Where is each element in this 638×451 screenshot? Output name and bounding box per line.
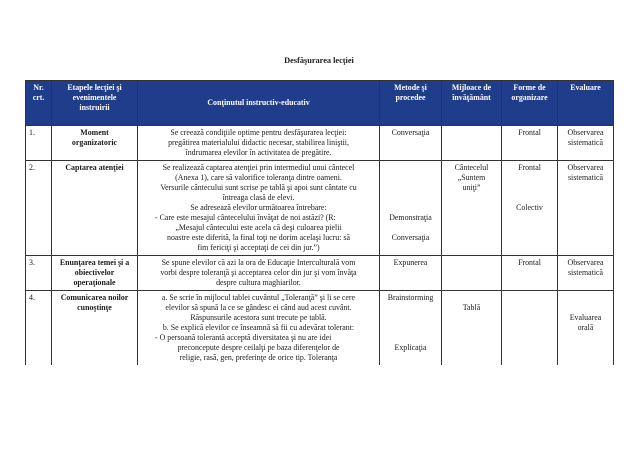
- row-number: 4.: [26, 291, 52, 366]
- row-methods: Conversaţia: [380, 126, 442, 161]
- row-stage: Comunicarea noilor cunoştinţe: [52, 291, 138, 366]
- row-number: 2.: [26, 161, 52, 256]
- table-header-row: [26, 81, 614, 126]
- row-organization: Frontal: [502, 256, 558, 291]
- row-resources: [442, 126, 502, 161]
- table-row: [26, 256, 614, 291]
- row-organization: [502, 291, 558, 366]
- row-stage: Captarea atenţiei: [52, 161, 138, 256]
- row-methods: Brainstorming Explicaţia: [380, 291, 442, 366]
- row-content: a. Se scrie în mijlocul tablei cuvântul „Toleranţă” şi li se cere elevilor să spună la ce se gândesc ei când aud acest cuvânt. Răspunsurile acestora sunt trecute pe tablă. b. Se explică elevilor ce înseamnă să fii cu adevărat tolerant: - O persoană tolerantă acceptă diversitatea şi nu are idei preconcepute despre ceilalţi pe baza diferenţelor de religie, rasă, gen, preferinţe de orice tip. Toleranţa: [138, 291, 380, 366]
- header-continut: Conţinutul instructiv-educativ: [138, 81, 380, 126]
- header-etape: Etapele lecţiei şi evenimentele instruirii: [52, 81, 138, 126]
- header-nr: Nr. crt.: [26, 81, 52, 126]
- row-content: Se realizează captarea atenţiei prin intermediul unui cântecel (Anexa 1), care să valorifice toleranţa dintre oameni. Versurile cântecului sunt scrise pe tablă şi apoi sunt cântate cu întreaga clasă de elevi. Se adresează elevilor următoarea întrebare: - Care este mesajul cântecelului învăţat de noi astăzi? (R: „Mesajul cântecului este acela că deşi culoarea pielii noastre este diferită, la final toţi ne dorim acelaşi lucru: să fim fericiţi şi acceptaţi de cei din jur.”): [138, 161, 380, 256]
- header-mijloace: Mijloace de învăţământ: [442, 81, 502, 126]
- header-metode: Metode şi procedee: [380, 81, 442, 126]
- row-resources: Cântecelul „Suntem uniţi”: [442, 161, 502, 256]
- row-evaluation: Observarea sistematică: [558, 126, 614, 161]
- table-row: [26, 161, 614, 256]
- row-resources: [442, 256, 502, 291]
- section-title: Desfăşurarea lecţiei: [284, 56, 354, 65]
- row-resources: Tablă: [442, 291, 502, 366]
- table-row: [26, 291, 614, 366]
- lesson-table: [25, 80, 614, 365]
- row-methods: Demonstraţia Conversaţia: [380, 161, 442, 256]
- row-number: 1.: [26, 126, 52, 161]
- row-number: 3.: [26, 256, 52, 291]
- row-content: Se creează condiţiile optime pentru desfăşurarea lecţiei: pregătirea materialului didactic necesar, stabilirea liniştii, îndrumarea elevilor în activitatea de pregătire.: [138, 126, 380, 161]
- table-row: [26, 126, 614, 161]
- header-evaluare: Evaluare: [558, 81, 614, 126]
- row-organization: Frontal Colectiv: [502, 161, 558, 256]
- row-stage: Moment organizatoric: [52, 126, 138, 161]
- row-organization: Frontal: [502, 126, 558, 161]
- row-evaluation: Observarea sistematică: [558, 256, 614, 291]
- row-methods: Expunerea: [380, 256, 442, 291]
- row-content: Se spune elevilor că azi la ora de Educaţie Interculturală vom vorbi despre toleranţă şi acceptarea celor din jur şi vom învăţa despre cultura maghiarilor.: [138, 256, 380, 291]
- header-forme: Forme de organizare: [502, 81, 558, 126]
- row-evaluation: Evaluarea orală: [558, 291, 614, 366]
- row-stage: Enunţarea temei şi a obiectivelor operaţionale: [52, 256, 138, 291]
- row-evaluation: Observarea sistematică: [558, 161, 614, 256]
